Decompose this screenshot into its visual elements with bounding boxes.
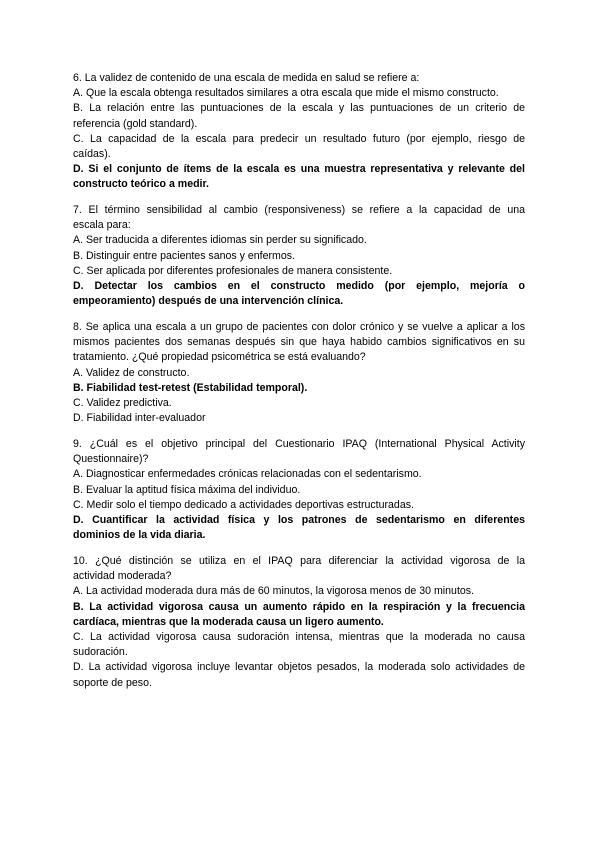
question-7 — [73, 203, 525, 309]
question-stem-cont: escala para: — [73, 219, 131, 232]
question-stem-cont: actividad moderada? — [73, 570, 172, 583]
option-c: C. La capacidad de la escala para predecir un resultado futuro (por ejemplo, riesgo de — [73, 132, 525, 145]
option-b-cont: referencia (gold standard). — [73, 117, 198, 130]
option-d: D. Fiabilidad inter-evaluador — [73, 412, 206, 425]
option-b: B. La relación entre las puntuaciones de la escala y las puntuaciones de un criterio de — [73, 102, 525, 115]
question-9 — [73, 437, 525, 543]
question-6 — [73, 71, 525, 193]
question-stem-cont: mismos pacientes dos semanas después sin que haya habido cambios significativos en su — [73, 336, 525, 349]
question-10 — [73, 554, 525, 691]
option-a: A. La actividad moderada dura más de 60 minutos, la vigorosa menos de 30 minutos. — [73, 585, 475, 598]
option-b: B. Distinguir entre pacientes sanos y enfermos. — [73, 249, 295, 262]
option-d-correct-cont: dominios de la vida diaria. — [73, 529, 206, 542]
option-c-cont: caídas). — [73, 148, 111, 161]
option-a: A. Validez de constructo. — [73, 366, 190, 379]
option-a: A. Ser traducida a diferentes idiomas sin perder su significado. — [73, 234, 367, 247]
option-d-correct: D. Cuantificar la actividad física y los patrones de sedentarismo en diferentes — [73, 514, 525, 527]
question-stem: 7. El término sensibilidad al cambio (responsiveness) se refiere a la capacidad de una — [73, 204, 525, 216]
option-c-cont: sudoración. — [73, 646, 128, 659]
question-8 — [73, 320, 525, 426]
option-b: B. Evaluar la aptitud física máxima del individuo. — [73, 483, 301, 496]
option-d: D. La actividad vigorosa incluye levantar objetos pesados, la moderada solo actividades de — [73, 661, 525, 674]
question-stem: 10. ¿Qué distinción se utiliza en el IPAQ para diferenciar la actividad vigorosa de la — [73, 555, 525, 567]
option-d-correct-cont: empeoramiento) después de una intervención clínica. — [73, 295, 344, 308]
option-c: C. Medir solo el tiempo dedicado a actividades deportivas estructuradas. — [73, 498, 414, 511]
option-c: C. Ser aplicada por diferentes profesionales de manera consistente. — [73, 264, 393, 277]
option-a: A. Diagnosticar enfermedades crónicas relacionadas con el sedentarismo. — [73, 468, 422, 481]
option-d-cont: soporte de peso. — [73, 676, 152, 689]
option-d-correct-cont: constructo teórico a medir. — [73, 178, 209, 191]
option-a: A. Que la escala obtenga resultados similares a otra escala que mide el mismo constructo. — [73, 87, 499, 100]
option-c: C. La actividad vigorosa causa sudoración intensa, mientras que la moderada no causa — [73, 631, 525, 644]
option-b-correct-cont: cardíaca, mientras que la moderada causa un ligero aumento. — [73, 615, 384, 628]
question-stem: 6. La validez de contenido de una escala de medida en salud se refiere a: — [73, 72, 420, 84]
option-c: C. Validez predictiva. — [73, 397, 172, 410]
option-d-correct: D. Detectar los cambios en el constructo medido (por ejemplo, mejoría o — [73, 280, 525, 293]
question-stem: 8. Se aplica una escala a un grupo de pacientes con dolor crónico y se vuelve a aplicar a los — [73, 321, 525, 333]
option-b-correct: B. Fiabilidad test-retest (Estabilidad temporal). — [73, 381, 308, 394]
question-stem-cont: tratamiento. ¿Qué propiedad psicométrica se está evaluando? — [73, 351, 366, 364]
option-b-correct: B. La actividad vigorosa causa un aumento rápido en la respiración y la frecuencia — [73, 600, 525, 613]
option-d-correct: D. Si el conjunto de ítems de la escala es una muestra representativa y relevante del — [73, 163, 525, 176]
question-stem: 9. ¿Cuál es el objetivo principal del Cuestionario IPAQ (International Physical Activity — [73, 438, 525, 450]
question-stem-cont: Questionnaire)? — [73, 453, 149, 466]
